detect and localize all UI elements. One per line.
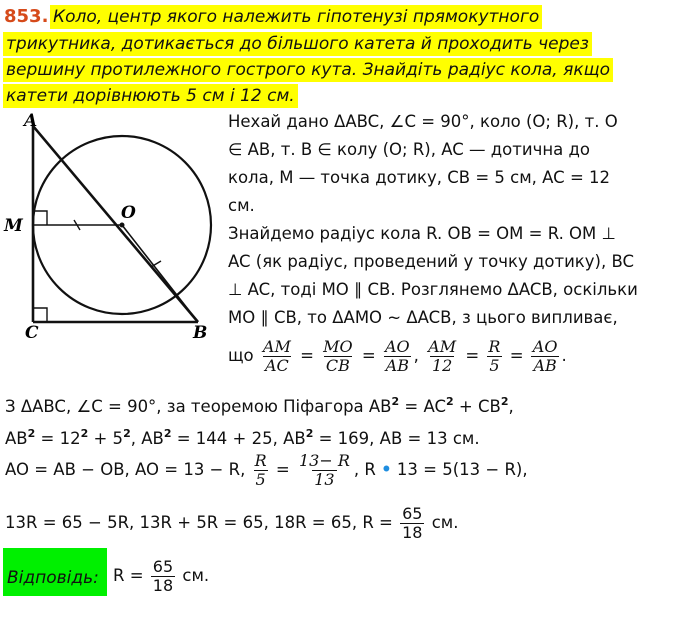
answer-value: R = $\frac{65}{18}$ см. [113, 557, 210, 595]
label-b: B [193, 323, 208, 340]
center-point-o [120, 223, 125, 228]
label-c: C [25, 323, 39, 340]
label-o: O [121, 203, 136, 223]
step1-line-4: MO ∥ CB, то ΔAMO ~ ΔACB, з цього випливає, [228, 308, 618, 327]
fraction-am-ac: $\frac{AM}{AC}$ [262, 337, 291, 375]
multiply-dot: • [381, 460, 392, 479]
step1-line-1: Знайдемо радіус кола R. OB = OM = R. OM ⊥ [228, 224, 616, 243]
fraction-r-5: $\frac{R}{5}$ [488, 337, 501, 375]
ratio-equation: що $\frac{AM}{AC}$ = $\frac{MO}{CB}$ = $\frac{AO}{AB}$ , $\frac{AM}{12}$ = $\frac{R}{5}$ = $\frac{AO}{AB}$ . [228, 337, 567, 375]
answer-label: Відповідь: [7, 568, 99, 588]
ratio-lead: що [228, 346, 254, 365]
problem-line-3: вершину протилежного гострого кута. Знайдіть радіус кола, якщо [3, 58, 613, 82]
right-angle-mark-m [33, 211, 47, 225]
intro-line-1: Нехай дано ΔABC, ∠C = 90°, коло (O; R), т. O [228, 112, 618, 131]
fraction-ao-ab: $\frac{AO}{AB}$ [384, 337, 410, 375]
final-equation: 13R = 65 − 5R, 13R + 5R = 65, 18R = 65, R = $\frac{65}{18}$ см. [5, 504, 459, 542]
radius-ob [122, 225, 198, 322]
label-m: M [4, 216, 23, 236]
pythagoras-line-2: $AB^2 = 12^2 + 5^2$, $AB^2 = 144 + 25$, $AB^2 = 169$, AB = 13 см. [5, 427, 480, 448]
fraction-13-r-13: $\frac{13- R}{13}$ [298, 451, 350, 489]
step1-line-3: ⊥ AC, тоді MO ∥ CB. Розглянемо ΔACB, оскільки [228, 280, 638, 299]
label-a: A [24, 111, 38, 131]
fraction-am-12: $\frac{AM}{12}$ [428, 337, 457, 375]
intro-line-3: кола, M — точка дотику, CB = 5 см, AC = 12 [228, 168, 611, 187]
answer-fraction: $\frac{65}{18}$ [152, 557, 174, 595]
hypotenuse-ab [33, 126, 198, 322]
problem-number: 853. [4, 6, 49, 27]
right-angle-mark-c [33, 308, 47, 322]
fraction-r-5-b: $\frac{R}{5}$ [254, 451, 267, 489]
problem-line-1: Коло, центр якого належить гіпотенузі прямокутного [50, 5, 542, 29]
pythagoras-line-1: З ΔABC, ∠C = 90°, за теоремою Піфагора $AB^2 = AC^2 + CB^2$, [5, 395, 514, 416]
step1-line-2: AC (як радіус, проведений у точку дотику), BC [228, 252, 634, 271]
fraction-mo-cb: $\frac{MO}{CB}$ [323, 337, 353, 375]
fraction-ao-ab-2: $\frac{AO}{AB}$ [532, 337, 558, 375]
intro-line-2: ∈ AB, т. B ∈ колу (O; R), AC — дотична до [228, 140, 590, 159]
fraction-65-18: $\frac{65}{18}$ [402, 504, 423, 542]
ao-equation: AO = AB − OB, AO = 13 − R, $\frac{R}{5}$ = $\frac{13- R}{13}$ , R • 13 = 5(13 − R), [5, 451, 528, 489]
intro-line-4: см. [228, 196, 255, 215]
geometry-figure [0, 104, 215, 340]
problem-line-4: катети дорівнюють 5 см і 12 см. [3, 84, 298, 108]
problem-line-2: трикутника, дотикається до більшого катета й проходить через [3, 32, 592, 56]
